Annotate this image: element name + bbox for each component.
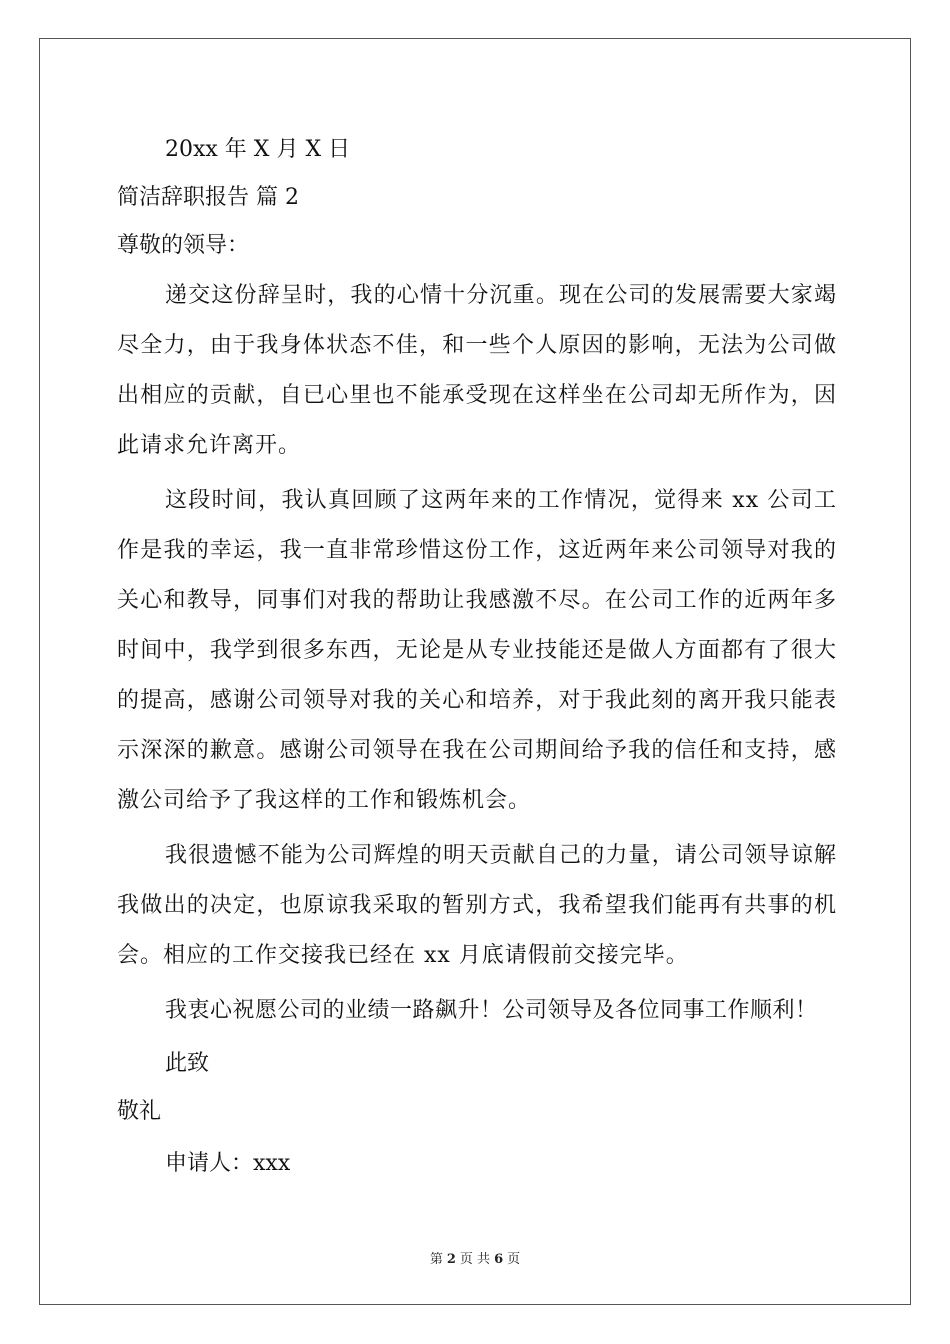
page-total: 6	[494, 1252, 504, 1267]
page-suffix: 页	[507, 1252, 521, 1267]
document-title: 简洁辞职报告 篇 2	[117, 185, 299, 210]
salutation: 尊敬的领导：	[117, 233, 250, 258]
page-prefix: 第	[429, 1252, 443, 1267]
paragraph-3: 我很遗憾不能为公司辉煌的明天贡献自己的力量，请公司领导谅解我做出的决定，也原谅我采取的暂别方式，我希望我们能再有共事的机会。相应的工作交接我已经在 xx 月底请假前交接完毕。	[117, 843, 837, 968]
closing-line-1: 此致	[165, 1051, 210, 1076]
document-body	[117, 130, 837, 1184]
paragraph-4: 我衷心祝愿公司的业绩一路飙升！公司领导及各位同事工作顺利！	[165, 998, 818, 1023]
closing-line-2: 敬礼	[117, 1099, 162, 1124]
page-mid: 页 共	[459, 1252, 491, 1267]
page-footer	[0, 1248, 950, 1267]
paragraph-2: 这段时间，我认真回顾了这两年来的工作情况，觉得来 xx 公司工作是我的幸运，我一直非常珍惜这份工作，这近两年来公司领导对我的关心和教导，同事们对我的帮助让我感激不尽。在公司工作的近两年多时间中，我学到很多东西，无论是从专业技能还是做人方面都有了很大的提高，感谢公司领导对我的关心和培养，对于我此刻的离开我只能表示深深的歉意。感谢公司领导在我在公司期间给予我的信任和支持，感激公司给予了我这样的工作和锻炼机会。	[117, 488, 837, 813]
date-line: 20xx 年 X 月 X 日	[165, 137, 351, 162]
page-current: 2	[446, 1252, 456, 1267]
applicant-line: 申请人：xxx	[165, 1151, 291, 1176]
paragraph-1: 递交这份辞呈时，我的心情十分沉重。现在公司的发展需要大家竭尽全力，由于我身体状态不佳，和一些个人原因的影响，无法为公司做出相应的贡献，自已心里也不能承受现在这样坐在公司却无所作为，因此请求允许离开。	[117, 283, 837, 458]
